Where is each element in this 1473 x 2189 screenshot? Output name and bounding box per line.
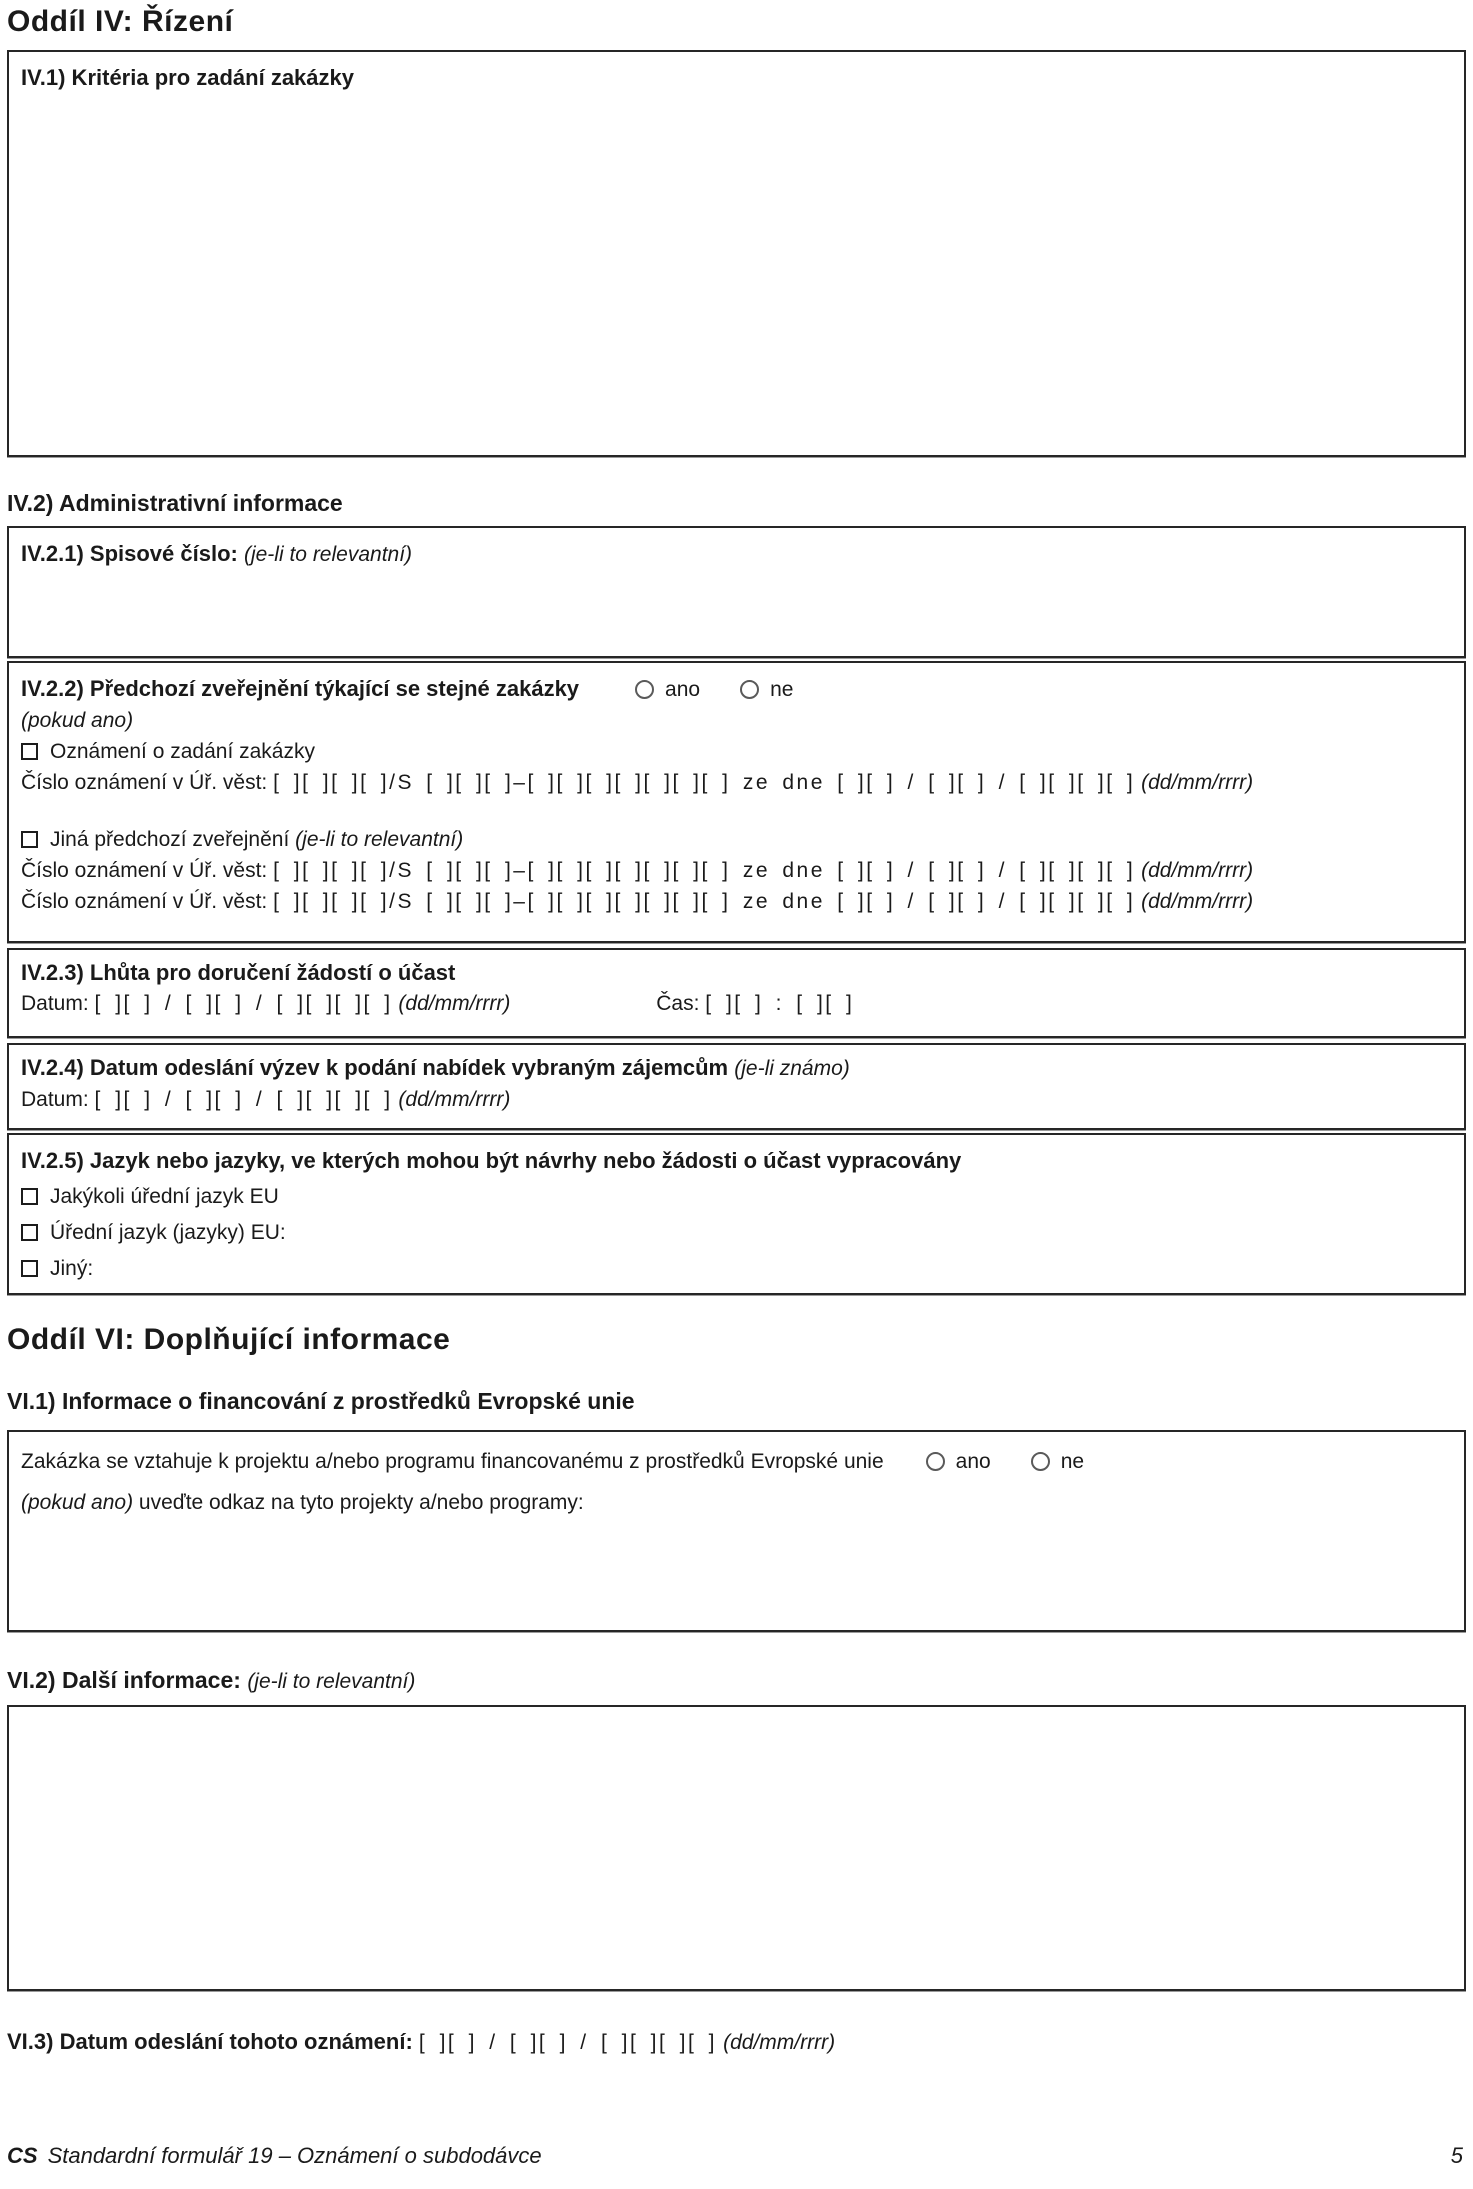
vi2-additional-info-input-area[interactable] <box>7 1705 1466 1991</box>
oj-label: Číslo oznámení v Úř. věst: <box>21 859 268 882</box>
vi2-heading-label: VI.2) Další informace: <box>7 1667 241 1693</box>
iv23-time-field[interactable]: [ ][ ] : [ ][ ] <box>705 992 855 1015</box>
iv21-note: (je-li to relevantní) <box>243 543 413 566</box>
vi1-if-yes-rest: uveďte odkaz na tyto projekty a/nebo programy: <box>138 1491 584 1514</box>
iv22-radio-yes[interactable] <box>635 680 654 699</box>
iv21-title-line <box>21 539 1452 570</box>
iv22-option2-row <box>21 824 1452 855</box>
vi1-radio-yes-label: ano <box>955 1450 991 1473</box>
iv22-radio-yes-option <box>635 674 700 705</box>
iv24-dispatch-invitations-box <box>7 1043 1466 1130</box>
vi1-if-yes-note: (pokud ano) <box>21 1491 134 1514</box>
vi1-heading: VI.1) Informace o financování z prostředků Evropské unie <box>7 1388 635 1414</box>
iv21-file-number-box[interactable] <box>7 526 1466 658</box>
vi1-statement: Zakázka se vztahuje k projektu a/nebo programu financovanému z prostředků Evropské unie <box>21 1450 884 1473</box>
oj-label: Číslo oznámení v Úř. věst: <box>21 771 268 794</box>
vi3-label: VI.3) Datum odeslání tohoto oznámení: <box>7 2029 413 2054</box>
iv22-radio-yes-label: ano <box>665 678 701 701</box>
iv23-title: IV.2.3) Lhůta pro doručení žádostí o účast <box>21 960 456 985</box>
iv22-if-yes-note: (pokud ano) <box>21 709 134 732</box>
iv23-deadline-box <box>7 948 1466 1038</box>
iv25-option-label: Jakýkoli úřední jazyk EU <box>50 1185 279 1208</box>
iv24-title-line <box>21 1053 1452 1084</box>
vi1-reference-row <box>21 1487 1452 1518</box>
vi1-radio-yes[interactable] <box>926 1452 945 1471</box>
iv22-radio-no-label: ne <box>770 678 794 701</box>
iv2-heading: IV.2) Administrativní informace <box>7 490 343 516</box>
date-format-hint: (dd/mm/rrrr) <box>1141 859 1254 882</box>
oj-number-field[interactable]: [ ][ ][ ][ ]/S [ ][ ][ ]–[ ][ ][ ][ ][ ][ ][ ] ze dne [ ][ ] / [ ][ ] / [ ][ ][ ][ ] <box>273 859 1136 882</box>
iv1-criteria-box[interactable] <box>7 50 1466 457</box>
vi1-radio-no[interactable] <box>1031 1452 1050 1471</box>
iv22-oj-line-2 <box>21 855 1452 886</box>
iv22-option1-row <box>21 736 1452 767</box>
iv23-date-field[interactable]: [ ][ ] / [ ][ ] / [ ][ ][ ][ ] <box>94 992 393 1015</box>
date-format-hint: (dd/mm/rrrr) <box>1141 890 1254 913</box>
iv25-option-row-any-official-language <box>21 1181 1452 1212</box>
iv24-date-field[interactable]: [ ][ ] / [ ][ ] / [ ][ ][ ][ ] <box>94 1088 393 1111</box>
iv25-languages-box <box>7 1133 1466 1295</box>
iv24-note: (je-li známo) <box>734 1057 850 1080</box>
vi2-heading <box>7 1665 1466 1697</box>
footer-page-number: 5 <box>1450 2143 1463 2168</box>
date-format-hint: (dd/mm/rrrr) <box>723 2031 836 2054</box>
oj-number-field[interactable]: [ ][ ][ ][ ]/S [ ][ ][ ]–[ ][ ][ ][ ][ ][ ][ ] ze dne [ ][ ] / [ ][ ] / [ ][ ][ ][ ] <box>273 771 1136 794</box>
iv24-title: IV.2.4) Datum odeslání výzev k podání nabídek vybraným zájemcům <box>21 1055 729 1080</box>
iv25-option-row-official-languages <box>21 1217 1452 1248</box>
iv25-title: IV.2.5) Jazyk nebo jazyky, ve kterých mohou být návrhy nebo žádosti o účast vypracovány <box>21 1148 962 1173</box>
iv22-checkbox-contract-award-notice[interactable] <box>21 743 38 760</box>
vi3-date-field[interactable]: [ ][ ] / [ ][ ] / [ ][ ][ ][ ] <box>418 2031 717 2054</box>
vi1-radio-group <box>926 1446 1084 1477</box>
iv25-option-label: Jiný: <box>50 1257 94 1280</box>
iv22-radio-no[interactable] <box>740 680 759 699</box>
vi1-radio-no-label: ne <box>1060 1450 1085 1473</box>
section-vi-heading: Oddíl VI: Doplňující informace <box>7 1323 451 1356</box>
date-format-hint: (dd/mm/rrrr) <box>1141 771 1254 794</box>
vi1-eu-funding-box[interactable] <box>7 1430 1466 1632</box>
vi1-radio-yes-option <box>926 1446 991 1477</box>
iv25-option-row-other <box>21 1253 1452 1284</box>
section-iv-heading: Oddíl IV: Řízení <box>7 5 234 38</box>
iv22-previous-publication-box <box>7 661 1466 943</box>
footer-language-code: CS <box>7 2143 38 2168</box>
iv25-checkbox-any-official-language[interactable] <box>21 1188 38 1205</box>
iv24-date-row <box>21 1084 1452 1115</box>
iv25-checkbox-official-languages[interactable] <box>21 1224 38 1241</box>
iv22-title: IV.2.2) Předchozí zveřejnění týkající se stejné zakázky <box>21 676 580 701</box>
vi3-dispatch-date-row <box>7 2027 1466 2058</box>
iv22-oj-line-1 <box>21 767 1452 798</box>
iv22-radio-group <box>635 674 793 705</box>
iv1-title: IV.1) Kritéria pro zadání zakázky <box>21 65 354 90</box>
iv22-title-row <box>21 674 1452 705</box>
iv22-radio-no-option <box>740 674 793 705</box>
iv23-date-row <box>21 988 1452 1019</box>
footer-document-title: Standardní formulář 19 – Oznámení o subdodávce <box>47 2143 542 2168</box>
iv21-title: IV.2.1) Spisové číslo: <box>21 541 238 566</box>
iv22-option2-note: (je-li to relevantní) <box>295 828 464 851</box>
iv24-date-label: Datum: <box>21 1088 89 1111</box>
iv22-checkbox-other-previous-publications[interactable] <box>21 831 38 848</box>
iv22-option1-label: Oznámení o zadání zakázky <box>50 740 315 763</box>
iv22-option2-label: Jiná předchozí zveřejnění <box>50 828 290 851</box>
iv25-option-label: Úřední jazyk (jazyky) EU: <box>50 1221 286 1244</box>
vi2-heading-note: (je-li to relevantní) <box>247 1670 416 1693</box>
vi1-statement-row <box>21 1446 1452 1477</box>
iv25-checkbox-other-language[interactable] <box>21 1260 38 1277</box>
oj-label: Číslo oznámení v Úř. věst: <box>21 890 268 913</box>
vi1-radio-no-option <box>1031 1446 1084 1477</box>
oj-number-field[interactable]: [ ][ ][ ][ ]/S [ ][ ][ ]–[ ][ ][ ][ ][ ][ ][ ] ze dne [ ][ ] / [ ][ ] / [ ][ ][ ][ ] <box>273 890 1136 913</box>
date-format-hint: (dd/mm/rrrr) <box>398 1088 511 1111</box>
iv23-date-label: Datum: <box>21 992 89 1015</box>
iv23-time-label: Čas: <box>656 992 700 1015</box>
page-footer <box>7 2143 1463 2169</box>
iv22-oj-line-3 <box>21 886 1452 917</box>
date-format-hint: (dd/mm/rrrr) <box>398 992 511 1015</box>
